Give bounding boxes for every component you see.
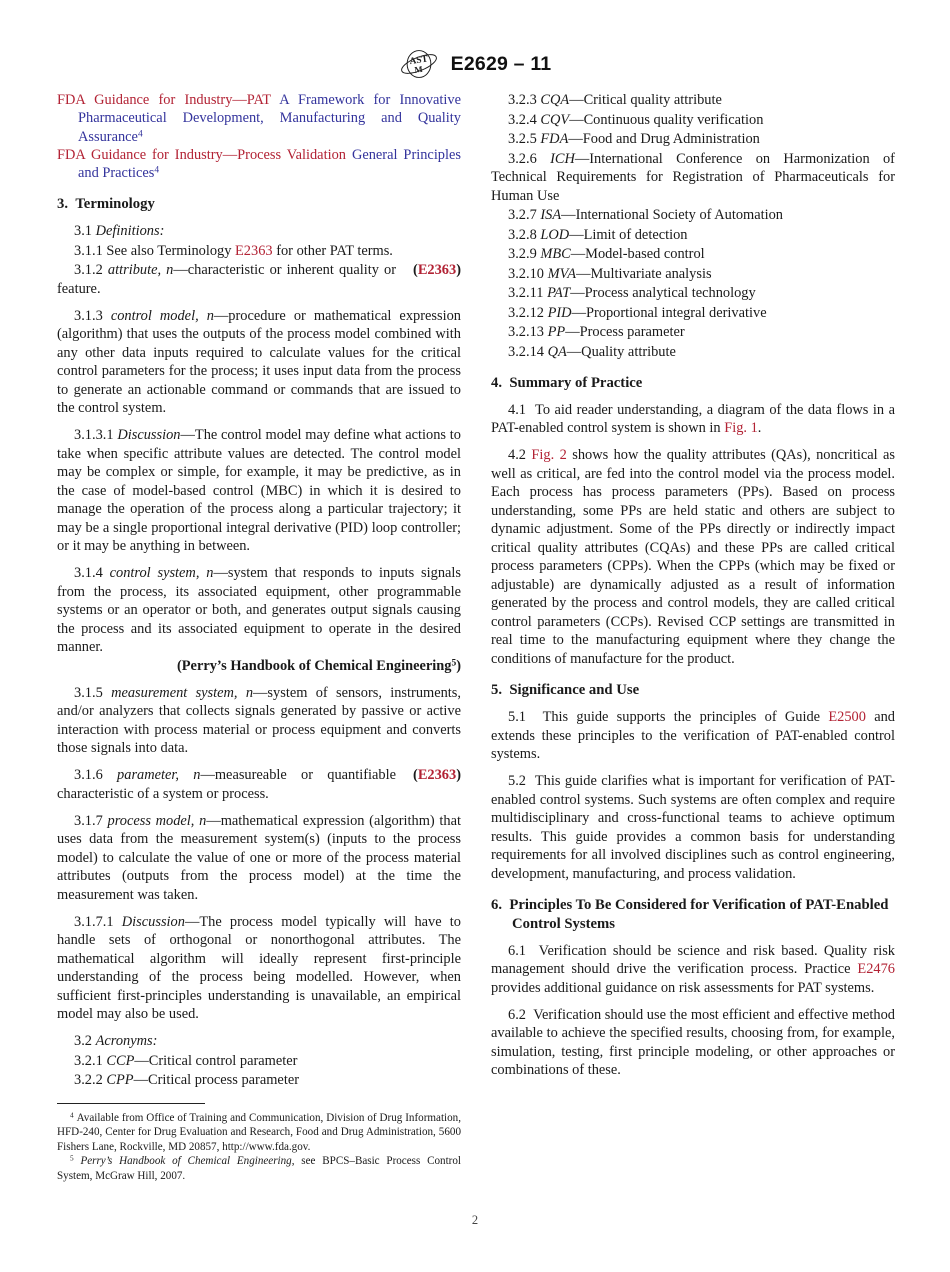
- acronym-abbr: ISA: [540, 207, 562, 223]
- figure-link[interactable]: Fig. 1: [724, 420, 758, 437]
- standard-link[interactable]: E2500: [828, 709, 866, 726]
- paragraph-5-2: 5.2 This guide clarifies what is important for verification of PAT-enabled control systems. Such systems are often complex and require multidisciplinary and cross-functional teams to achieve optimum results. This guide provides a common basis for understanding requirements for all involved disciplines such as control engineering, development, manufacturing, and process validation.: [491, 773, 895, 882]
- standard-designation: E2629 – 11: [450, 52, 552, 75]
- acronym-abbr: PID: [547, 304, 572, 321]
- defined-term: attribute, n: [107, 262, 174, 279]
- item-number: 3.2.9: [508, 246, 537, 262]
- definition-body: —mathematical expression (algorithm) that uses data from the measurement system(s) (inputs to the process model) to calculate the value of one or more of the process material attributes (outputs from the process model) at the time the measurement was taken.: [57, 812, 461, 903]
- discussion-label: Discussion: [117, 427, 181, 444]
- acronym-meaning: —Process analytical technology: [570, 285, 756, 301]
- acronym-item-pat: [491, 284, 895, 303]
- acronym-meaning: —International Society of Automation: [561, 207, 783, 223]
- reference-list: [57, 91, 461, 182]
- item-number: 3.1.3: [74, 307, 103, 324]
- footnote-rule: [57, 1103, 205, 1104]
- acronym-abbr: LOD: [540, 226, 570, 243]
- acronym-meaning: —Quality attribute: [566, 343, 676, 360]
- item-number: 3.2.5: [508, 131, 537, 147]
- defined-term: control model, n: [110, 307, 214, 324]
- footnote-marker[interactable]: 5: [451, 658, 457, 669]
- astm-logo-icon: [399, 47, 439, 81]
- acronym-item-mbc: [491, 245, 895, 264]
- item-number: 3.2.6: [508, 150, 537, 167]
- left-column: [57, 91, 461, 1090]
- item-number: 6.2: [508, 1006, 526, 1023]
- discussion-label: Discussion: [121, 913, 185, 930]
- acronym-item-cqa: [491, 91, 895, 110]
- item-number: 3.2.2: [74, 1072, 103, 1089]
- section-heading-5: [491, 681, 895, 699]
- acronym-meaning: —Critical quality attribute: [569, 92, 722, 108]
- acronym-abbr: CQV: [540, 111, 570, 128]
- item-number: 3.1.5: [74, 684, 103, 701]
- item-number: 3.2.13: [508, 324, 544, 340]
- item-number: 3.2.4: [508, 111, 537, 128]
- paragraph-5-1: 5.1 This guide supports the principles of Guide E2500 and extends these principles to the verification of PAT-enabled control systems.: [491, 709, 895, 763]
- footnote-section: [57, 1103, 461, 1183]
- item-number: 3.1.4: [74, 565, 103, 582]
- discussion-3-1-7-1: [57, 913, 461, 1024]
- item-number: 3.2.3: [508, 92, 537, 108]
- definition-body: —procedure or mathematical expression (algorithm) that uses the outputs of the process model combined with any other data inputs required to calculate values for the critical control parameters for the process; it uses input data from the process to generate an actionable command or commands that are issued to the control system.: [57, 307, 461, 417]
- defined-term: parameter, n: [117, 767, 201, 784]
- definition-3-1-5: [57, 684, 461, 758]
- acronym-item-qa: [491, 343, 895, 362]
- subsection-number: 3.1: [74, 223, 92, 240]
- acronym-meaning: —Limit of detection: [569, 226, 688, 243]
- section-number: 6.: [491, 897, 503, 914]
- acronym-item-pp: [491, 323, 895, 342]
- defined-term: control system, n: [109, 565, 214, 582]
- acronym-abbr: CPP: [106, 1072, 134, 1089]
- reference-item-fda-process-validation: [57, 146, 461, 183]
- paragraph-6-2: 6.2 Verification should use the most efficient and effective method available to achieve the specified results, choosing from, for example, simulation, testing, first principle modeling, or other approaches or combinations of these.: [491, 1006, 895, 1078]
- footnote-marker[interactable]: 4: [137, 129, 143, 140]
- definition-3-1-4: [57, 564, 461, 657]
- section-title: Summary of Practice: [509, 375, 643, 391]
- right-column: [491, 91, 895, 1080]
- subsection-label-definitions: [57, 222, 461, 241]
- reference-blue-title[interactable]: A Framework for Innovative Pharmaceutical Development, Manufacturing and Quality Assurance$^4$: [78, 92, 461, 145]
- section-title: Principles To Be Considered for Verification of PAT-Enabled Control Systems: [509, 897, 889, 932]
- standard-link[interactable]: E2476: [857, 961, 895, 977]
- acronym-meaning: —Critical control parameter: [134, 1052, 298, 1069]
- svg-text:M: M: [413, 63, 423, 75]
- acronym-abbr: FDA: [540, 131, 569, 147]
- source-attribution-perrys: (Perry’s Handbook of Chemical Engineering$^5$): [176, 657, 461, 674]
- reference-red-title[interactable]: FDA Guidance for Industry—PAT: [57, 92, 271, 108]
- item-number: 3.1.3.1: [74, 427, 114, 444]
- reference-item-fda-pat: [57, 91, 461, 146]
- item-number: 3.2.14: [508, 343, 544, 360]
- footnote-4: $^4$ Available from Office of Training and Communication, Division of Drug Information, HFD-240, Center for Drug Evaluation and Research, Food and Drug Administration, 5600 Fishers Lane, Rockville, MD 20857, http://www.fda.gov.: [57, 1110, 462, 1153]
- section-title: Terminology: [75, 196, 155, 213]
- item-number: 5.2: [508, 773, 526, 790]
- acronym-abbr: ICH: [550, 150, 575, 167]
- item-number: 3.1.7.1: [74, 913, 114, 930]
- acronym-meaning: —Food and Drug Administration: [568, 131, 760, 147]
- acronym-item-lod: [491, 226, 895, 245]
- source-attribution: (E2363): [413, 767, 461, 784]
- acronym-item-cqv: [491, 111, 895, 130]
- discussion-body: —The process model typically will have to handle sets of orthogonal or nonorthogonal attributes. The mathematical algorithm will ideally represent first-principle understanding of the process being modelled. However, when sufficient first-principles understanding is unavailable, an empirical model may also be used.: [57, 913, 461, 1023]
- acronym-item-ich: [491, 150, 895, 206]
- figure-link[interactable]: Fig. 2: [531, 447, 567, 464]
- item-number: 3.2.12: [508, 304, 544, 321]
- acronym-item-mva: [491, 265, 895, 284]
- definition-body: —system of sensors, instruments, and/or analyzers that collects signals generated by passive or active interaction with process material or process equipment and converts those signals into data.: [57, 684, 461, 757]
- item-number: 3.2.7: [508, 207, 537, 223]
- footnote-marker: 4: [70, 1110, 74, 1120]
- definition-body: —system that responds to inputs signals from the process, its associated equipment, other programmable systems or an operator or both, and generates output signals causing the process and its associated equipment to operate in the desired manner.: [57, 565, 462, 656]
- item-number: 3.2.1: [74, 1052, 103, 1069]
- acronym-abbr: MBC: [540, 246, 571, 262]
- footnote-marker[interactable]: 4: [154, 165, 160, 176]
- page-number: 2: [471, 1213, 479, 1227]
- item-number: 3.1.2: [74, 262, 103, 279]
- acronym-item-fda: [491, 130, 895, 149]
- acronym-abbr: PP: [547, 324, 566, 340]
- definition-3-1-6: [57, 766, 461, 803]
- acronym-meaning: —Process parameter: [565, 324, 685, 340]
- paragraph-4-2: 4.2 Fig. 2 shows how the quality attributes (QAs), noncritical as well as critical, are fed into the control model via the process model. Each process has process parameters (PPs). Based on process understanding, some PPs are held static and others are subject to dynamic adjustment. Some of the PPs directly or indirectly impact critical quality attributes (CQAs) and these PPs are called critical process parameters (CPPs). When the CPPs (which may be fixed or adjustable) are dynamically adjusted as a result of information generated by the process and control models, they are called critical control parameters (CCPs). Revised CCP settings are transmitted in real time to the manufacturing equipment where they change the conditions of manufacture for the product.: [491, 447, 895, 667]
- subsection-label-acronyms: [57, 1032, 461, 1051]
- definition-body: —measureable or quantifiable characteristic of a system or process.: [57, 767, 397, 802]
- section-heading-4: [491, 374, 895, 392]
- acronym-meaning: —Model-based control: [570, 246, 705, 262]
- discussion-body: —The control model may define what actions to take when specific attribute values are detected. The control model may be complex or simple, for example, it may be predictive, as in the case of model-based control (MBC) in which it is desired to manage the operation of the process along a particular trajectory; it may be a single proportional integral derivative (PID) loop controller; or it may be anything in between.: [57, 427, 461, 555]
- acronym-meaning: —Proportional integral derivative: [571, 304, 767, 321]
- section-number: 5.: [491, 682, 503, 699]
- acronym-abbr: PAT: [547, 285, 571, 301]
- subsection-label: Acronyms:: [95, 1033, 158, 1050]
- acronym-item-pid: [491, 304, 895, 323]
- acronym-item-ccp: [57, 1052, 461, 1071]
- definition-body: —characteristic or inherent quality or feature.: [57, 262, 397, 297]
- item-number: 3.2.10: [508, 265, 544, 282]
- paragraph-4-1: 4.1 To aid reader understanding, a diagram of the data flows in a PAT-enabled control system is shown in Fig. 1.: [491, 401, 895, 437]
- acronym-item-isa: [491, 206, 895, 225]
- item-number: 3.2.11: [508, 285, 544, 301]
- subsection-number: 3.2: [74, 1033, 92, 1050]
- definition-3-1-1: 3.1.1 See also Terminology E2363 for other PAT terms.: [74, 242, 393, 259]
- acronym-abbr: MVA: [547, 265, 577, 282]
- section-number: 3.: [57, 196, 69, 213]
- acronym-item-cpp: [57, 1071, 461, 1090]
- definition-3-1-3: [57, 307, 461, 418]
- discussion-3-1-3-1: [57, 426, 461, 556]
- item-number: 4.2: [508, 447, 526, 464]
- standard-link[interactable]: E2363: [235, 242, 273, 259]
- acronym-meaning: —Continuous quality verification: [569, 111, 764, 128]
- subsection-label: Definitions:: [95, 223, 165, 240]
- section-heading-3: [57, 195, 461, 213]
- definition-3-1-7: [57, 812, 461, 905]
- item-number: 4.1: [508, 401, 526, 418]
- defined-term: measurement system, n: [111, 684, 254, 701]
- section-number: 4.: [491, 375, 503, 391]
- section-heading-6: [491, 896, 895, 933]
- item-number: 6.1: [508, 942, 526, 959]
- defined-term: process model, n: [107, 812, 207, 829]
- acronym-meaning: —Critical process parameter: [133, 1072, 300, 1089]
- item-number: 5.1: [508, 709, 526, 726]
- footnote-marker: 5: [70, 1153, 74, 1163]
- reference-red-title[interactable]: FDA Guidance for Industry—Process Validation: [57, 146, 346, 163]
- page-header: [0, 44, 950, 84]
- reference-blue-title[interactable]: General Principles and Practices$^4$: [78, 146, 461, 182]
- item-number: 3.2.8: [508, 226, 537, 243]
- footnote-5: $^5$ Perry’s Handbook of Chemical Engineering, see BPCS–Basic Process Control System, McGraw Hill, 2007.: [57, 1153, 461, 1182]
- section-title: Significance and Use: [509, 682, 640, 699]
- definition-3-1-2: [57, 261, 461, 298]
- item-number: 3.1.1: [74, 242, 103, 259]
- acronym-meaning: —International Conference on Harmonization of Technical Requirements for Registration of Pharmaceuticals for Human Use: [491, 150, 895, 204]
- acronym-meaning: —Multivariate analysis: [576, 265, 712, 282]
- item-number: 3.1.7: [74, 812, 103, 829]
- acronym-abbr: QA: [547, 343, 567, 360]
- paragraph-6-1: 6.1 Verification should be science and risk based. Quality risk management should drive the verification process. Practice E2476 provides additional guidance on risk assessments for PAT systems.: [491, 942, 895, 996]
- acronym-abbr: CQA: [540, 92, 570, 108]
- svg-text:AST: AST: [408, 54, 429, 68]
- item-number: 3.1.6: [74, 767, 103, 784]
- source-attribution: (E2363): [413, 262, 461, 279]
- acronym-abbr: CCP: [106, 1052, 135, 1069]
